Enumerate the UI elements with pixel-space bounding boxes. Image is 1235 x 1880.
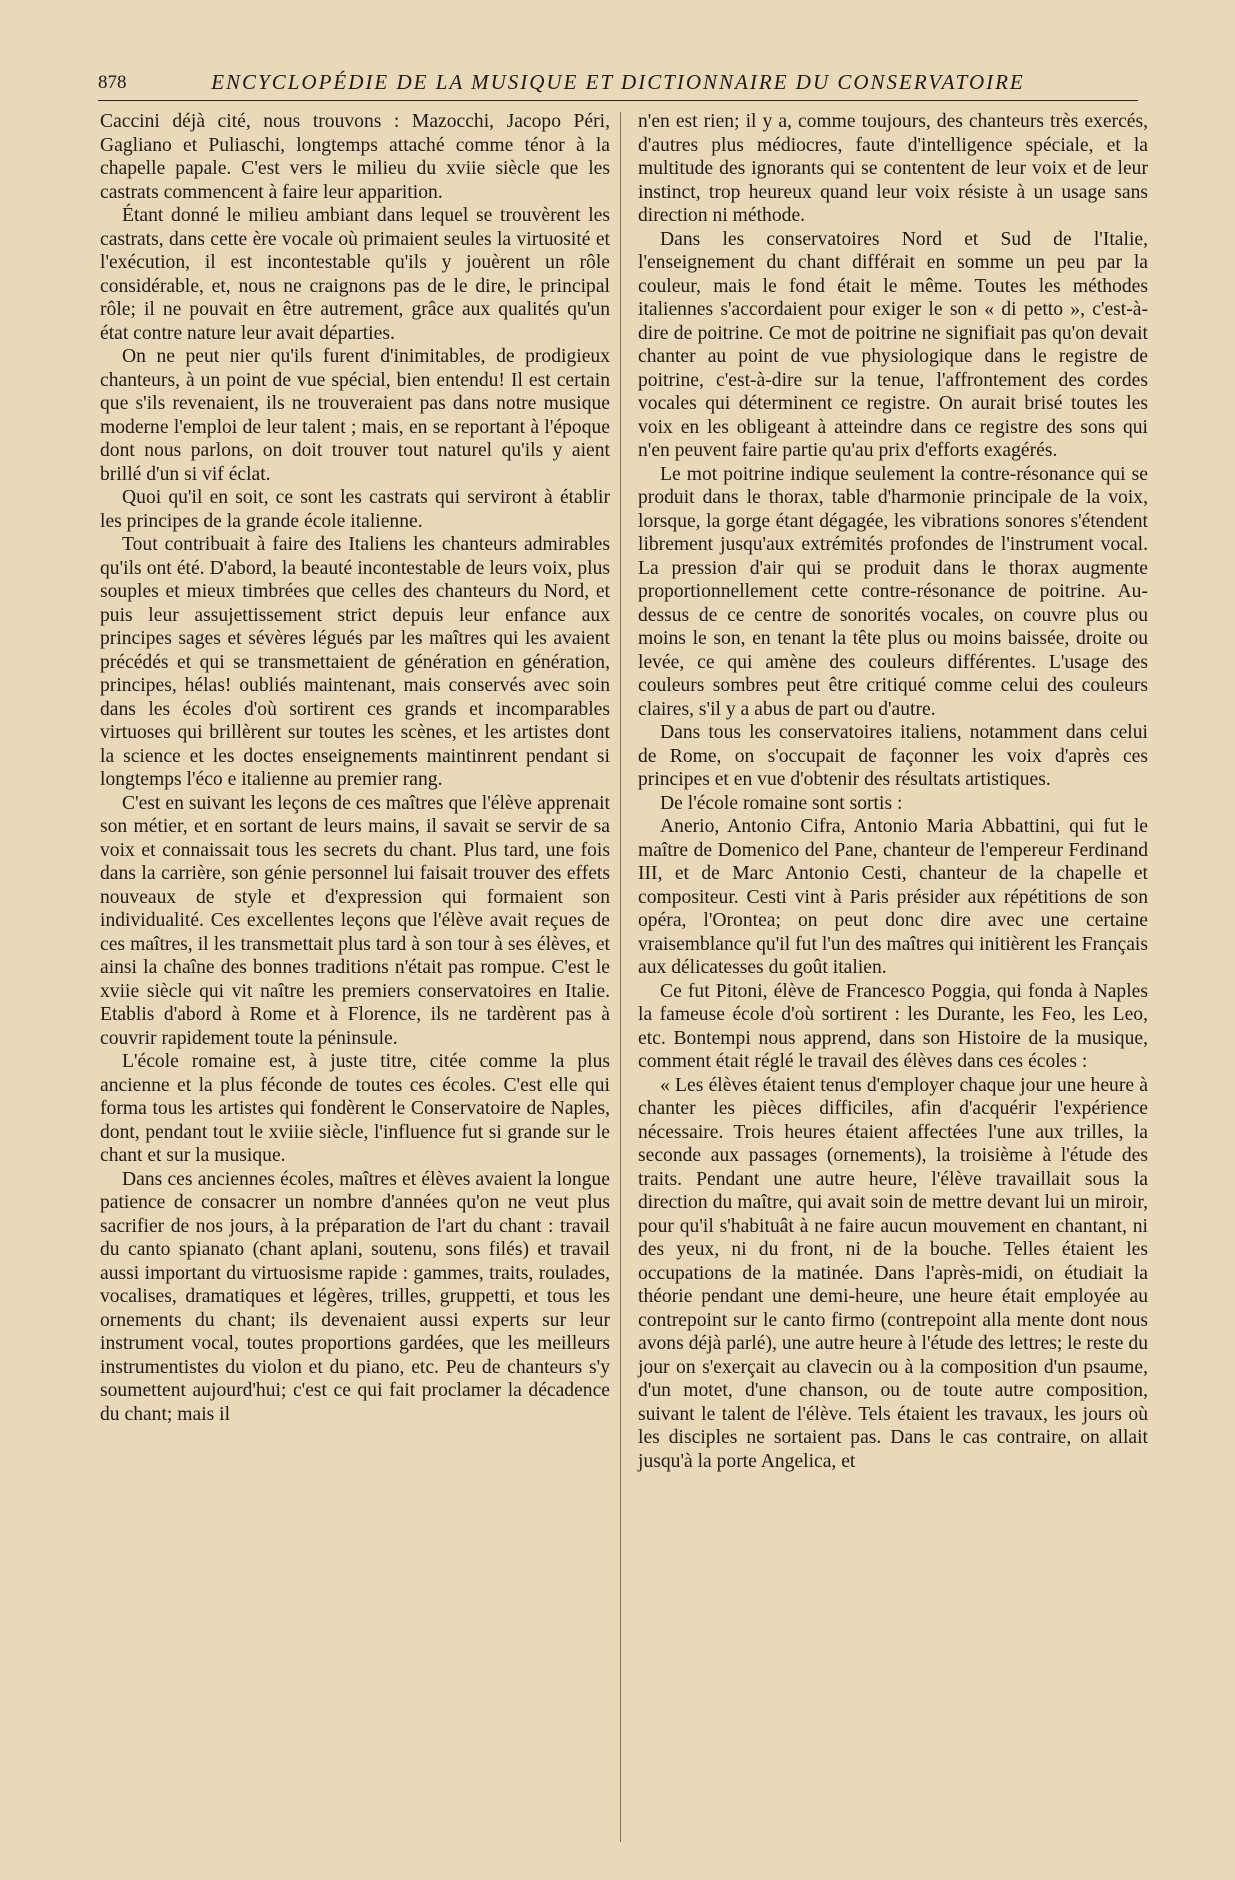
paragraph: Dans les conservatoires Nord et Sud de l'Italie, l'enseignement du chant différait en somme un peu par la couleur, mais le fond était le même. Toutes les méthodes italiennes s'accordaient pour exiger le son « di petto », c'est-à-dire de poitrine. Ce mot de poitrine ne signifiait pas qu'on devait chanter au point de vue physiologique dans le registre de poitrine, c'est-à-dire sur la tenue, l'affrontement des cordes vocales qui déterminent ce registre. On aurait brisé toutes les voix en les obligeant à atteindre dans ce registre des sons qui n'en peuvent faire partie qu'au prix d'efforts exagérés.: [638, 228, 1148, 461]
paragraph: Caccini déjà cité, nous trouvons : Mazocchi, Jacopo Péri, Gagliano et Puliaschi, longtemps attaché comme ténor à la chapelle papale. C'est vers le milieu du xviie siècle que les castrats commencent à faire leur apparition.: [100, 111, 610, 203]
paragraph: L'école romaine est, à juste titre, citée comme la plus ancienne et la plus féconde de toutes ces écoles. C'est elle qui forma tous les artistes qui fondèrent le Conservatoire de Naples, dont, pendant tout le xviiie siècle, l'influence fut si grande sur le chant et sur la musique.: [100, 1051, 610, 1166]
running-header: [98, 70, 1138, 101]
paragraph: Anerio, Antonio Cifra, Antonio Maria Abbattini, qui fut le maître de Domenico del Pane, chanteur de l'empereur Ferdinand III, et de Marc Antonio Cesti, chanteur de la chapelle et compositeur. Cesti vint à Paris présider aux répétitions de son opéra, l'Orontea; on peut donc dire avec une certaine vraisemblance qu'il fut l'un des maîtres qui initièrent les Français aux délicatesses du goût italien.: [638, 816, 1148, 978]
paragraph: Dans tous les conservatoires italiens, notamment dans celui de Rome, on s'occupait de façonner les voix d'après ces principes et en vue d'obtenir des résultats artistiques.: [638, 722, 1148, 790]
paragraph: Dans ces anciennes écoles, maîtres et élèves avaient la longue patience de consacrer un nombre d'années qu'on ne veut plus sacrifier de nos jours, à la préparation de l'art du chant : travail du canto spianato (chant aplani, soutenu, sons filés) et travail aussi important du virtuosisme rapide : gammes, traits, roulades, vocalises, dramatiques et légères, trilles, gruppetti, et tous les ornements du chant; ils devenaient aussi experts sur leur instrument vocal, toutes proportions gardées, que les meilleurs instrumentistes du violon et du piano, etc. Peu de chanteurs s'y soumettent aujourd'hui; c'est ce qui fait proclamer la décadence du chant; mais il: [100, 1168, 610, 1425]
left-column: [100, 110, 610, 1426]
paragraph: « Les élèves étaient tenus d'employer chaque jour une heure à chanter les pièces difficiles, afin d'acquérir l'expérience nécessaire. Trois heures étaient affectées l'une aux trilles, la seconde aux passages (ornements), la troisième à l'étude des traits. Pendant une autre heure, l'élève travaillait sous la direction du maître, qui avait soin de mettre devant lui un miroir, pour qu'il s'habituât à ne faire aucun mouvement en chantant, ni des yeux, ni du front, ni de la bouche. Telles étaient les occupations de la matinée. Dans l'après-midi, on étudiait la théorie pendant une demi-heure, une heure était employée au contrepoint sur le canto firmo (contrepoint alla mente dont nous avons déjà parlé), une autre heure à l'étude des lettres; le reste du jour on s'exerçait au clavecin ou à la composition d'un psaume, d'un motet, d'une chanson, ou de toute autre composition, suivant le talent de l'élève. Tels étaient les travaux, les jours où les disciples ne sortaient pas. Dans le cas contraire, on allait jusqu'à la porte Angelica, et: [638, 1074, 1148, 1472]
page-number: 878: [98, 72, 127, 93]
paragraph: Étant donné le milieu ambiant dans lequel se trouvèrent les castrats, dans cette ère vocale où primaient seules la virtuosité et l'exécution, il est incontestable qu'ils y jouèrent un rôle considérable, et, nous ne craignons pas de le dire, le principal rôle; il ne pouvait en être autrement, grâce aux qualités qu'un état contre nature leur avait départies.: [100, 205, 610, 344]
paragraph: Le mot poitrine indique seulement la contre-résonance qui se produit dans le thorax, table d'harmonie principale de la voix, lorsque, la gorge étant dégagée, les vibrations sonores s'étendent librement jusqu'aux extrémités profondes de l'instrument vocal. La pression d'air qui se produit dans le thorax augmente proportionnellement cette contre-résonance de poitrine. Au-dessus de ce centre de sonorités vocales, on couvre plus ou moins le son, en tenant la tête plus ou moins baissée, droite ou levée, ce qui amène des couleurs différentes. L'usage des couleurs sombres peut être critiqué comme celui des couleurs claires, s'il y a abus de part ou d'autre.: [638, 463, 1148, 720]
paragraph: Tout contribuait à faire des Italiens les chanteurs admirables qu'ils ont été. D'abord, la beauté incontestable de leurs voix, plus souples et mieux timbrées que celles des chanteurs du Nord, et puis leur assujettissement strict depuis leur enfance aux principes sages et sévères légués par les maîtres qui les avaient précédés et qui se transmettaient de génération en génération, principes, hélas! oubliés maintenant, mais conservés avec soin dans les écoles d'où sortirent ces grands et incomparables virtuoses qui brillèrent sur toutes les scènes, et les artistes dont la science et les doctes enseignements maintinrent pendant si longtemps l'éco e italienne au premier rang.: [100, 534, 610, 790]
paragraph: De l'école romaine sont sortis :: [660, 792, 903, 814]
paragraph: Quoi qu'il en soit, ce sont les castrats qui serviront à établir les principes de la grande école italienne.: [100, 487, 610, 532]
right-column: [638, 110, 1148, 1473]
column-divider: [620, 112, 621, 1842]
paragraph: C'est en suivant les leçons de ces maîtres que l'élève apprenait son métier, et en sortant de leurs mains, il savait se servir de sa voix et connaissait tous les secrets du chant. Plus tard, une fois dans la carrière, son génie personnel lui faisait trouver des effets nouveaux de style et d'expression qui formaient son individualité. Ces excellentes leçons que l'élève avait reçues de ces maîtres, il les transmettait plus tard à son tour à ses élèves, et ainsi la chaîne des bonnes traditions n'était pas rompue. C'est le xviie siècle qui vit naître les premiers conservatoires en Italie. Etablis d'abord à Rome et à Florence, ils ne tardèrent pas à couvrir rapidement toute la péninsule.: [100, 792, 610, 1049]
paragraph-continuation: n'en est rien; il y a, comme toujours, des chanteurs très exercés, d'autres plus médiocres, faute d'intelligence spéciale, et la multitude des ignorants qui se contentent de leur voix et de leur instinct, trop heureux quand leur voix résiste à un usage sans direction ni méthode.: [638, 111, 1148, 226]
paragraph: On ne peut nier qu'ils furent d'inimitables, de prodigieux chanteurs, à un point de vue spécial, bien entendu! Il est certain que s'ils revenaient, ils ne trouveraient pas dans notre musique moderne l'emploi de leur talent ; mais, en se reportant à l'époque dont nous parlons, on doit trouver tout naturel qu'ils y aient brillé d'un si vif éclat.: [100, 346, 610, 485]
paragraph: Ce fut Pitoni, élève de Francesco Poggia, qui fonda à Naples la fameuse école d'où sortirent : les Durante, les Feo, les Leo, etc. Bontempi nous apprend, dans son Histoire de la musique, comment était réglé le travail des élèves dans ces écoles :: [638, 980, 1148, 1072]
running-title: ENCYCLOPÉDIE DE LA MUSIQUE ET DICTIONNAIRE DU CONSERVATOIRE: [211, 70, 1025, 94]
